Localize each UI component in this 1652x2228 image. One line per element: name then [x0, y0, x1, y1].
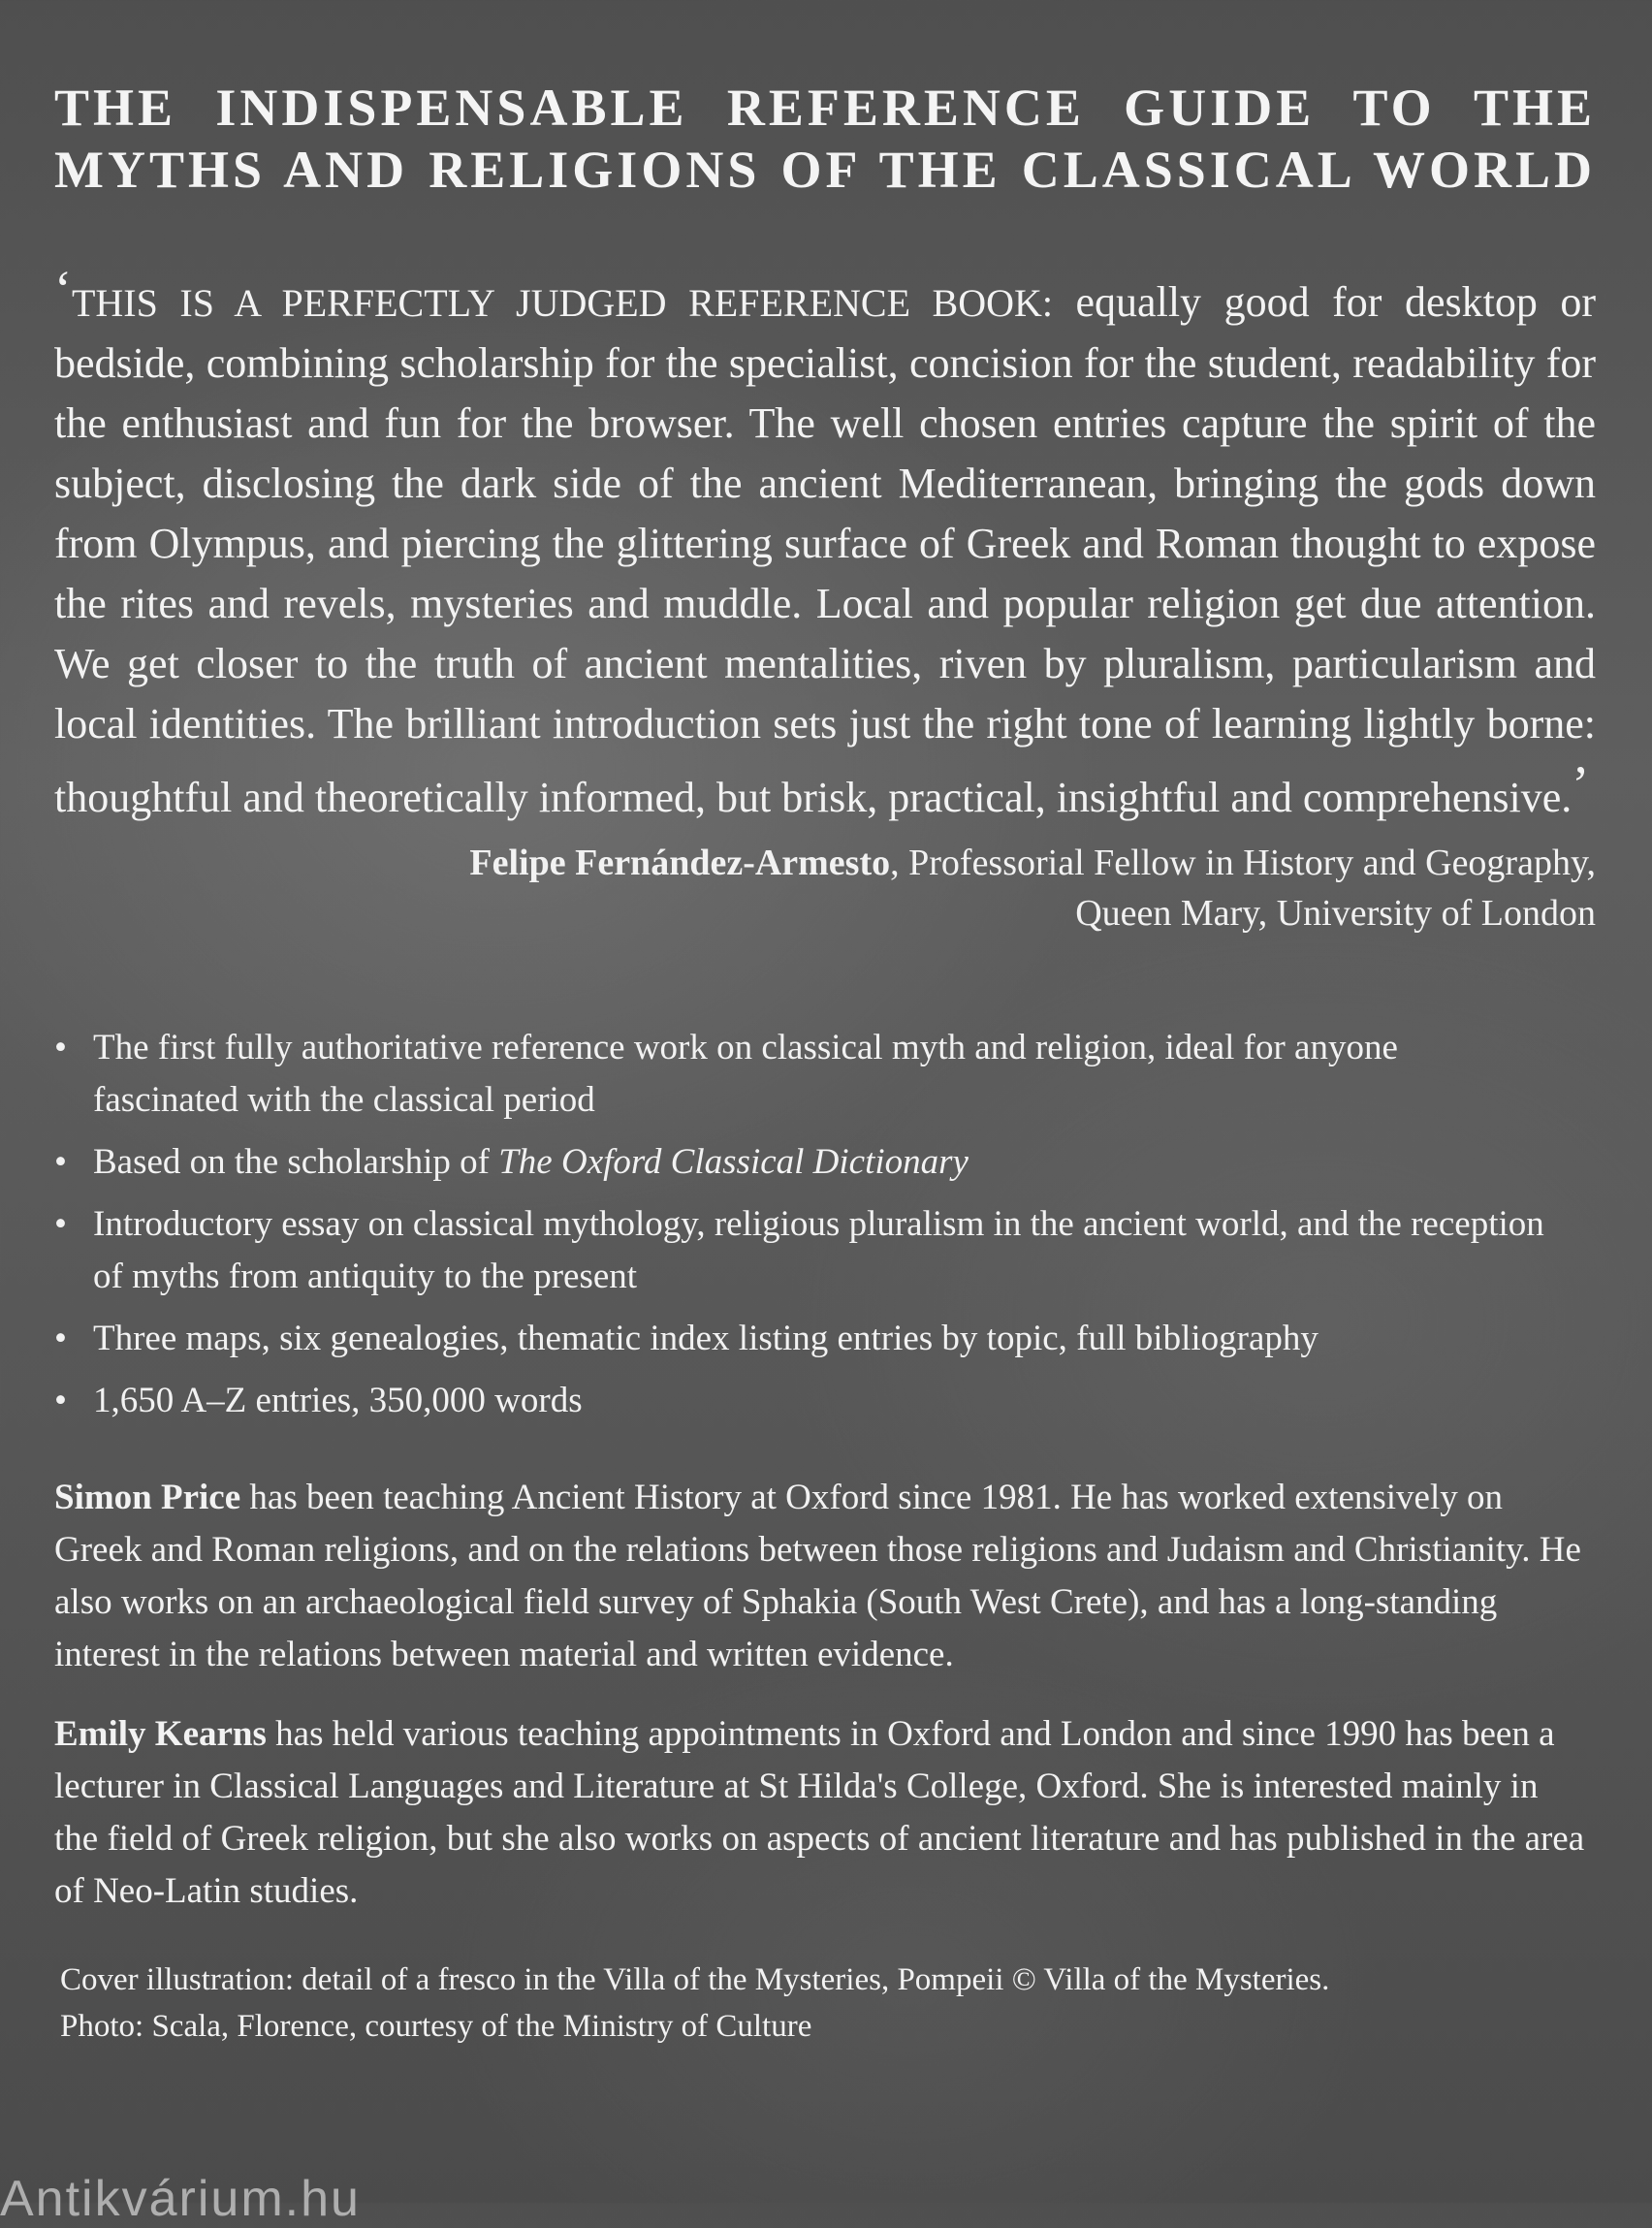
- list-item: [54, 1198, 1547, 1303]
- watermark: Antikvárium.hu: [0, 2171, 361, 2227]
- bullet-icon: •: [54, 1381, 67, 1421]
- quote-text: equally good for desktop or bedside, combining scholarship for the specialist, concision for the student, readability for the enthusiast and fun for the browser. The well chosen entries capture the spirit of the subject, disclosing the dark side of the ancient Mediterranean, bringing the gods down from Olympus, and piercing the glittering surface of Greek and Roman thought to expose the rites and revels, mysteries and muddle. Local and popular religion get due attention. We get closer to the truth of ancient mentalities, riven by pluralism, particularism and local identities. The brilliant introduction sets just the right tone of learning lightly borne: thoughtful and theoretically informed, but brisk, practical, insightful and comprehensive.: [54, 278, 1596, 822]
- headline-line-2: MYTHS AND RELIGIONS OF THE CLASSICAL WORLD: [54, 140, 1596, 199]
- author-bio-simon-price: [54, 1472, 1586, 1681]
- close-quote-mark: ’: [1572, 755, 1590, 814]
- quote-lead: THIS IS A PERFECTLY JUDGED REFERENCE BOOK:: [71, 281, 1053, 326]
- list-item-text: Introductory essay on classical mythology, religious pluralism in the ancient world, and the reception of myths from antiquity to the present: [93, 1204, 1544, 1297]
- book-title: The Oxford Classical Dictionary: [498, 1142, 969, 1183]
- list-item-text: The first fully authoritative reference work on classical myth and religion, ideal for anyone fascinated with the classical period: [93, 1028, 1398, 1121]
- cover-credit: [60, 1957, 1596, 2050]
- back-cover-text: [54, 78, 1596, 2050]
- feature-list: [54, 1022, 1547, 1427]
- endorsement-quote: [54, 259, 1596, 828]
- list-item-text: Based on the scholarship of: [93, 1142, 499, 1183]
- endorser-title: , Professorial Fellow in History and Geography,: [890, 843, 1596, 884]
- list-item: [54, 1022, 1547, 1127]
- open-quote-mark: ‘: [54, 260, 72, 319]
- list-item-text: 1,650 A–Z entries, 350,000 words: [93, 1381, 583, 1421]
- endorser-affiliation: Queen Mary, University of London: [1075, 893, 1596, 935]
- author-bio-text: has held various teaching appointments in Oxford and London and since 1990 has been a lecturer in Classical Languages and Literature at St Hilda's College, Oxford. She is interested mainly in the field of Greek religion, but she also works on aspects of ancient literature and has published in the area of Neo-Latin studies.: [54, 1714, 1585, 1912]
- list-item: [54, 1375, 1547, 1427]
- headline-line-1: THE INDISPENSABLE REFERENCE GUIDE TO THE: [54, 79, 1596, 137]
- headline: [54, 78, 1596, 201]
- bullet-icon: •: [54, 1028, 67, 1068]
- quote-attribution: [54, 838, 1596, 939]
- author-bio-text: has been teaching Ancient History at Oxford since 1981. He has worked extensively on Greek and Roman religions, and on the relations between those religions and Judaism and Christianity. He also works on an archaeological field survey of Sphakia (South West Crete), and has a long-standing interest in the relations between material and written evidence.: [54, 1478, 1581, 1675]
- bullet-icon: •: [54, 1142, 67, 1183]
- list-item-text: Three maps, six genealogies, thematic index listing entries by topic, full bibliography: [93, 1319, 1318, 1359]
- bullet-icon: •: [54, 1204, 67, 1245]
- endorser-name: Felipe Fernández-Armesto: [469, 843, 891, 884]
- author-bio-emily-kearns: [54, 1708, 1586, 1918]
- list-item: [54, 1136, 1547, 1189]
- author-name: Emily Kearns: [54, 1714, 267, 1755]
- author-name: Simon Price: [54, 1478, 241, 1518]
- credit-line-2: Photo: Scala, Florence, courtesy of the Ministry of Culture: [60, 2009, 812, 2045]
- credit-line-1: Cover illustration: detail of a fresco in the Villa of the Mysteries, Pompeii © Villa of the Mysteries.: [60, 1962, 1330, 1998]
- bullet-icon: •: [54, 1319, 67, 1359]
- list-item: [54, 1313, 1547, 1365]
